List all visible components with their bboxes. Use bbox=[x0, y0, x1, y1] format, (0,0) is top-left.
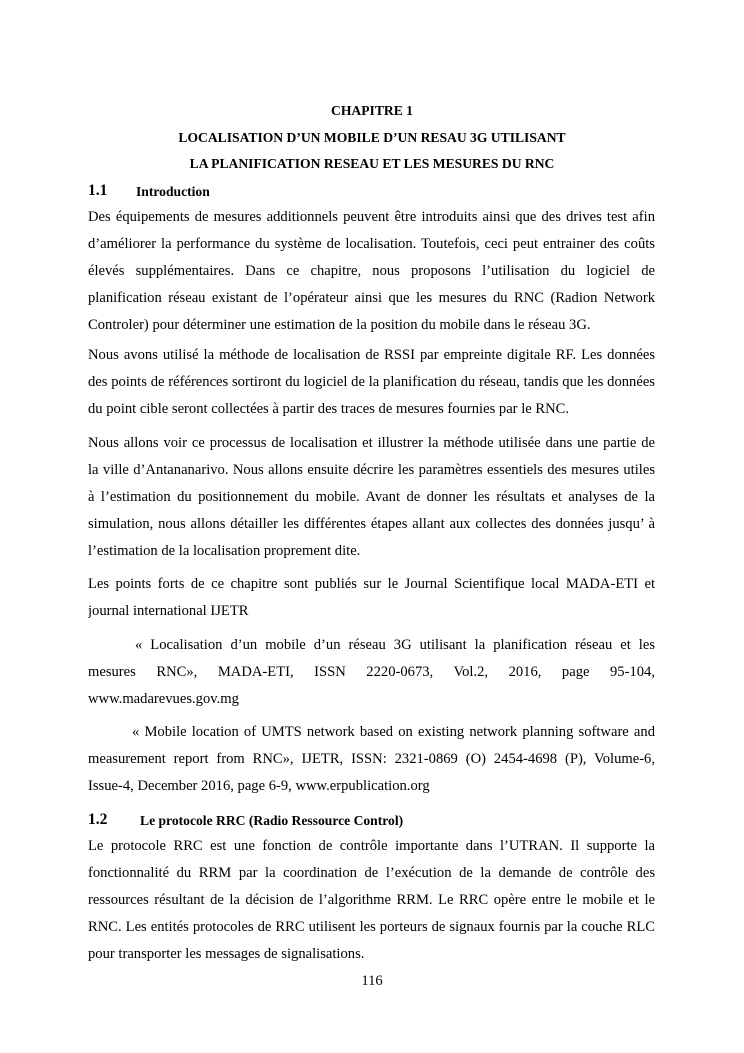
text-line: Le protocole RRC est une fonction de contrôle importante dans l’UTRAN. Il supporte la bbox=[88, 838, 655, 854]
text-line: la ville d’Antananarivo. Nous allons ensuite décrire les paramètres essentiels des mesures utiles bbox=[88, 462, 655, 478]
text-line: Nous allons voir ce processus de localisation et illustrer la méthode utilisée dans une partie de bbox=[88, 435, 655, 451]
section-number: 1.1 bbox=[88, 182, 108, 199]
text-line: ressources résultant de la décision de l’algorithme RRM. Le RRC opère entre le mobile et le bbox=[88, 892, 655, 908]
section-title: Introduction bbox=[136, 184, 210, 199]
text-line: measurement report from RNC», IJETR, ISSN: 2321-0869 (O) 2454-4698 (P), Volume-6, bbox=[88, 751, 655, 767]
text-line: Controler) pour déterminer une estimation de la position du mobile dans le réseau 3G. bbox=[88, 317, 591, 333]
text-line: fonctionnalité du RRM par la coordination de l’exécution de la demande de contrôle des bbox=[88, 865, 655, 881]
chapter-label: CHAPITRE 1 bbox=[331, 103, 413, 118]
reference-2 bbox=[88, 719, 655, 800]
page-number: 116 bbox=[361, 973, 383, 989]
text-line: à l’estimation du positionnement du mobile. Avant de donner les résultats et analyses de la bbox=[88, 489, 655, 505]
paragraph-intro-1 bbox=[88, 204, 655, 339]
section-number: 1.2 bbox=[88, 811, 108, 828]
text-line: « Localisation d’un mobile d’un réseau 3G utilisant la planification réseau et les bbox=[135, 637, 655, 653]
reference-1 bbox=[88, 632, 655, 713]
text-line: Les points forts de ce chapitre sont publiés sur le Journal Scientifique local MADA-ETI et bbox=[88, 576, 655, 592]
section-title: Le protocole RRC (Radio Ressource Control) bbox=[140, 813, 404, 828]
section-heading-1-2 bbox=[88, 811, 404, 829]
paragraph-intro-4 bbox=[88, 571, 655, 625]
paragraph-intro-2 bbox=[88, 342, 655, 423]
text-line: des points de références sortiront du logiciel de la planification du réseau, tandis que les données bbox=[88, 374, 655, 390]
text-line: planification réseau existant de l’opérateur ainsi que les mesures du RNC (Radion Network bbox=[88, 290, 655, 306]
text-line: simulation, nous allons détailler les différentes étapes allant aux collectes des données jusqu’ à bbox=[88, 516, 655, 532]
text-line: journal international IJETR bbox=[88, 603, 249, 619]
text-line: Des équipements de mesures additionnels peuvent être introduits ainsi que des drives test afin bbox=[88, 209, 655, 225]
text-line: du point cible seront collectées à partir des traces de mesures fournies par le RNC. bbox=[88, 401, 570, 417]
paragraph-intro-3 bbox=[88, 430, 655, 565]
text-line: élevés supplémentaires. Dans ce chapitre, nous proposons l’utilisation du logiciel de bbox=[88, 263, 655, 279]
text-line: www.madarevues.gov.mg bbox=[88, 691, 239, 707]
paragraph-rrc bbox=[88, 833, 655, 968]
text-line: « Mobile location of UMTS network based on existing network planning software and bbox=[132, 724, 655, 740]
text-line: d’améliorer la performance du système de localisation. Toutefois, ceci peut entrainer des coûts bbox=[88, 236, 655, 252]
text-line: Nous avons utilisé la méthode de localisation de RSSI par empreinte digitale RF. Les données bbox=[88, 347, 655, 363]
chapter-title-line-2: LA PLANIFICATION RESEAU ET LES MESURES DU RNC bbox=[189, 156, 555, 171]
section-heading-1-1 bbox=[88, 182, 210, 200]
text-line: pour transporter les messages de signalisations. bbox=[88, 946, 365, 962]
text-line: mesures RNC», MADA-ETI, ISSN 2220-0673, Vol.2, 2016, page 95-104, bbox=[88, 664, 655, 680]
text-line: l’estimation de la localisation proprement dite. bbox=[88, 543, 361, 559]
text-line: RNC. Les entités protocoles de RRC utilisent les porteurs de signaux fournis par la couche RLC bbox=[88, 919, 655, 935]
chapter-title-line-1: LOCALISATION D’UN MOBILE D’UN RESAU 3G UTILISANT bbox=[178, 130, 566, 145]
text-line: Issue-4, December 2016, page 6-9, www.erpublication.org bbox=[88, 778, 430, 794]
